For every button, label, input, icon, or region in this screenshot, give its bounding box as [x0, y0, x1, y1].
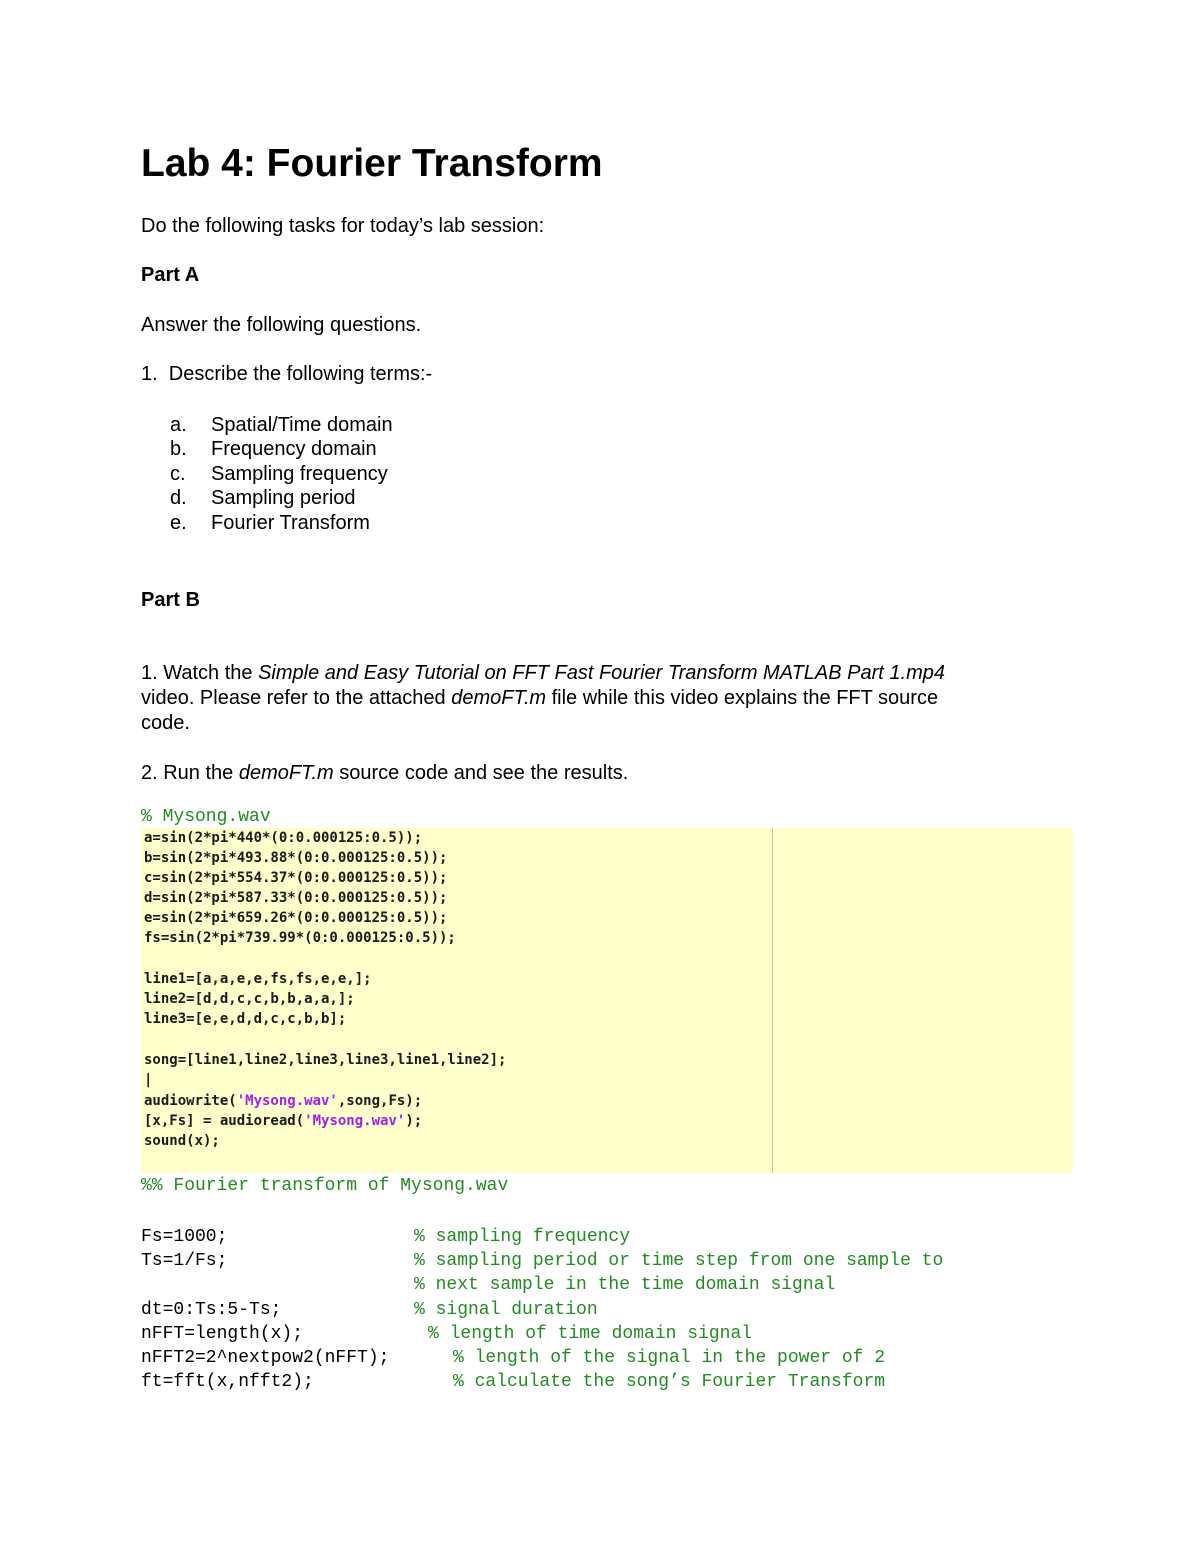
term-letter: e.	[170, 512, 187, 534]
code-fn: audiowrite(	[144, 1093, 237, 1109]
term-letter: d.	[170, 487, 187, 509]
video-title: Simple and Easy Tutorial on FFT Fast Fourier Transform MATLAB Part 1.mp4	[258, 662, 945, 684]
term-text: Sampling frequency	[211, 463, 388, 485]
step-1-line-1	[141, 661, 945, 686]
code-line: b=sin(2*pi*493.88*(0:0.000125:0.5));	[144, 850, 448, 866]
step-2-suffix: source code and see the results.	[333, 762, 629, 784]
code-comment: % sampling frequency	[414, 1227, 631, 1247]
code-line: e=sin(2*pi*659.26*(0:0.000125:0.5));	[144, 910, 448, 926]
term-letter: b.	[170, 438, 187, 460]
code-comment: % next sample in the time domain signal	[414, 1275, 836, 1295]
code-fs: Fs=1000;	[141, 1227, 228, 1247]
editor-divider	[772, 828, 773, 1173]
term-letter: c.	[170, 463, 186, 485]
code-line: line1=[a,a,e,e,fs,fs,e,e,];	[144, 971, 372, 987]
code-comment-mysong: % Mysong.wav	[141, 807, 271, 827]
code-args: ,song,Fs);	[337, 1093, 423, 1109]
code-comment: % length of the signal in the power of 2	[453, 1348, 886, 1368]
code-line-audiowrite	[144, 1091, 422, 1111]
code-fn: [x,Fs] = audioread(	[144, 1113, 305, 1129]
code-dt: dt=0:Ts:5-Ts;	[141, 1300, 282, 1320]
term-text: Spatial/Time domain	[211, 414, 393, 436]
code-line: song=[line1,line2,line3,line3,line1,line2];	[144, 1052, 507, 1068]
matlab-editor-screenshot	[141, 828, 1073, 1173]
code-comment: % sampling period or time step from one sample to	[414, 1251, 944, 1271]
text-cursor: |	[144, 1072, 153, 1088]
step-2	[141, 761, 628, 786]
step-1-line-3: code.	[141, 712, 190, 734]
code-line: d=sin(2*pi*587.33*(0:0.000125:0.5));	[144, 890, 448, 906]
term-letter: a.	[170, 414, 187, 436]
term-text: Fourier Transform	[211, 512, 370, 534]
step-2-prefix: 2. Run the	[141, 762, 239, 784]
code-section-title: %% Fourier transform of Mysong.wav	[141, 1176, 509, 1196]
code-comment: % calculate the song’s Fourier Transform	[453, 1372, 886, 1392]
page-title: Lab 4: Fourier Transform	[141, 142, 603, 185]
code-ft: ft=fft(x,nfft2);	[141, 1372, 314, 1392]
demo-file-name: demoFT.m	[451, 687, 547, 709]
term-text: Sampling period	[211, 487, 356, 509]
code-line: a=sin(2*pi*440*(0:0.000125:0.5));	[144, 830, 423, 846]
step-1-line-2-suffix: file while this video explains the FFT source	[546, 687, 939, 709]
intro-text: Do the following tasks for today’s lab session:	[141, 215, 545, 237]
code-comment: % length of time domain signal	[428, 1324, 753, 1344]
code-line: line2=[d,d,c,c,b,b,a,a,];	[144, 991, 355, 1007]
code-nfft: nFFT=length(x);	[141, 1324, 304, 1344]
code-string: 'Mysong.wav'	[304, 1113, 406, 1129]
code-string: 'Mysong.wav'	[236, 1093, 338, 1109]
question-1: 1. Describe the following terms:-	[141, 363, 433, 385]
part-a-instruction: Answer the following questions.	[141, 314, 422, 336]
code-line: c=sin(2*pi*554.37*(0:0.000125:0.5));	[144, 870, 448, 886]
term-text: Frequency domain	[211, 438, 377, 460]
step-1-line-2	[141, 686, 938, 711]
code-line-audioread	[144, 1111, 422, 1131]
step-1-line-2-prefix: video. Please refer to the attached	[141, 687, 452, 709]
code-line: fs=sin(2*pi*739.99*(0:0.000125:0.5));	[144, 930, 456, 946]
step-1-prefix: 1. Watch the	[141, 662, 259, 684]
code-comment: % signal duration	[414, 1300, 598, 1320]
code-args: );	[405, 1113, 423, 1129]
part-b-heading: Part B	[141, 589, 200, 611]
code-line-sound: sound(x);	[144, 1133, 220, 1149]
code-nfft2: nFFT2=2^nextpow2(nFFT);	[141, 1348, 390, 1368]
code-ts: Ts=1/Fs;	[141, 1251, 228, 1271]
demo-file-name: demoFT.m	[238, 762, 334, 784]
code-line: line3=[e,e,d,d,c,c,b,b];	[144, 1011, 347, 1027]
part-a-heading: Part A	[141, 264, 200, 286]
